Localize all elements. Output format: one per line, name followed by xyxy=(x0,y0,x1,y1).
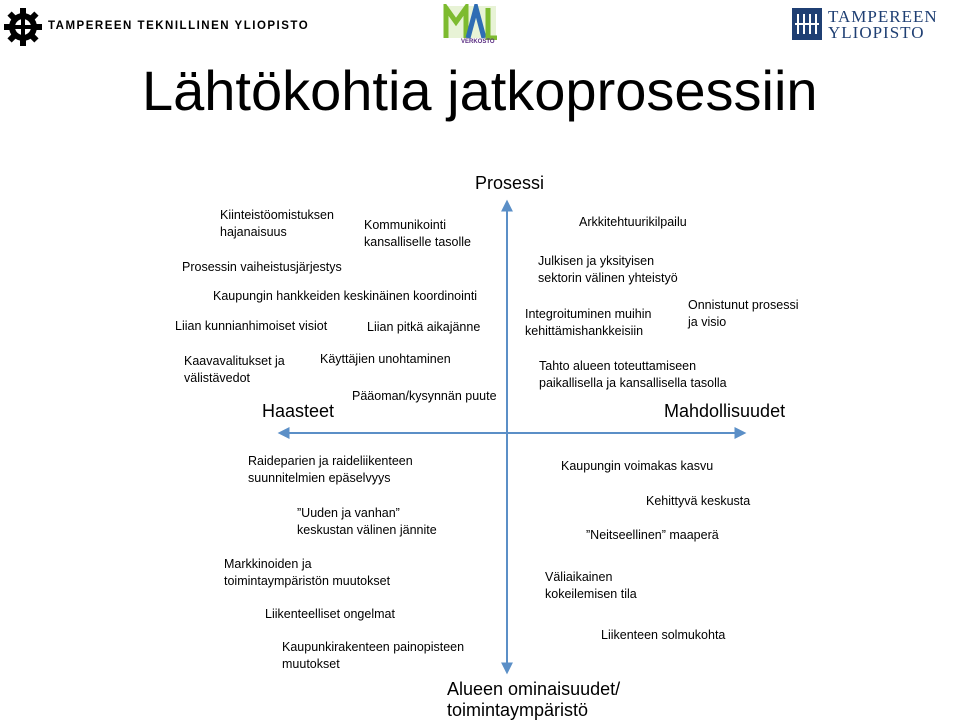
item-kayttajat: Käyttäjien unohtaminen xyxy=(320,352,451,366)
item-kaavavalitukset: Kaavavalitukset ja välistävedot xyxy=(184,354,285,385)
item-aikajanne: Liian pitkä aikajänne xyxy=(367,320,481,334)
item-kiinteistoomistus: Kiinteistöomistuksen hajanaisuus xyxy=(220,208,334,239)
axis-label-left: Haasteet xyxy=(262,401,335,421)
tut-logo-text: TAMPEREEN TEKNILLINEN YLIOPISTO xyxy=(48,20,310,32)
axis-label-right: Mahdollisuudet xyxy=(664,401,786,421)
item-yhteistyo: Julkisen ja yksityisen sektorin välinen yhteistyö xyxy=(538,254,678,285)
item-kehittyva-keskusta: Kehittyvä keskusta xyxy=(646,494,751,508)
item-kommunikointi: Kommunikointi kansalliselle tasolle xyxy=(364,218,472,249)
mal-logo-subtitle: VERKOSTO xyxy=(461,39,495,45)
item-neitseellinen: ”Neitseellinen” maaperä xyxy=(586,528,719,542)
item-uuden-ja-vanhan: ”Uuden ja vanhan” keskustan välinen jännite xyxy=(297,506,437,537)
item-liikenteelliset: Liikenteelliset ongelmat xyxy=(265,607,395,621)
axis-label-top: Prosessi xyxy=(475,173,545,193)
item-raideparien: Raideparien ja raideliikenteen suunnitelmien epäselvyys xyxy=(248,454,413,485)
item-kaupunkirakenne: Kaupunkirakenteen painopisteen muutokset xyxy=(282,640,465,671)
item-paaoma: Pääoman/kysynnän puute xyxy=(352,389,497,403)
item-arkkitehtuurikilpailu: Arkkitehtuurikilpailu xyxy=(579,215,687,229)
item-tahto: Tahto alueen toteuttamiseen paikallisella ja kansallisella tasolla xyxy=(539,359,727,390)
item-integroituminen: Integroituminen muihin kehittämishankkeisiin xyxy=(525,307,652,338)
uta-logo-line1: TAMPEREEN xyxy=(828,7,938,26)
axis-label-bottom: Alueen ominaisuudet/ toimintaympäristö xyxy=(447,679,621,720)
item-valiaikainen: Väliaikainen kokeilemisen tila xyxy=(545,570,637,601)
item-vaiheistus: Prosessin vaiheistusjärjestys xyxy=(182,260,342,274)
item-visiot: Liian kunnianhimoiset visiot xyxy=(175,319,328,333)
item-kasvu: Kaupungin voimakas kasvu xyxy=(561,459,714,473)
slide-title: Lähtökohtia jatkoprosessiin xyxy=(142,59,818,122)
uta-logo-line2: YLIOPISTO xyxy=(828,23,925,42)
item-onnistunut-prosessi: Onnistunut prosessi ja visio xyxy=(688,298,799,329)
item-markkinoiden: Markkinoiden ja toimintaympäristön muutokset xyxy=(224,557,391,588)
item-solmukohta: Liikenteen solmukohta xyxy=(601,628,726,642)
item-koordinointi: Kaupungin hankkeiden keskinäinen koordinointi xyxy=(213,289,478,303)
